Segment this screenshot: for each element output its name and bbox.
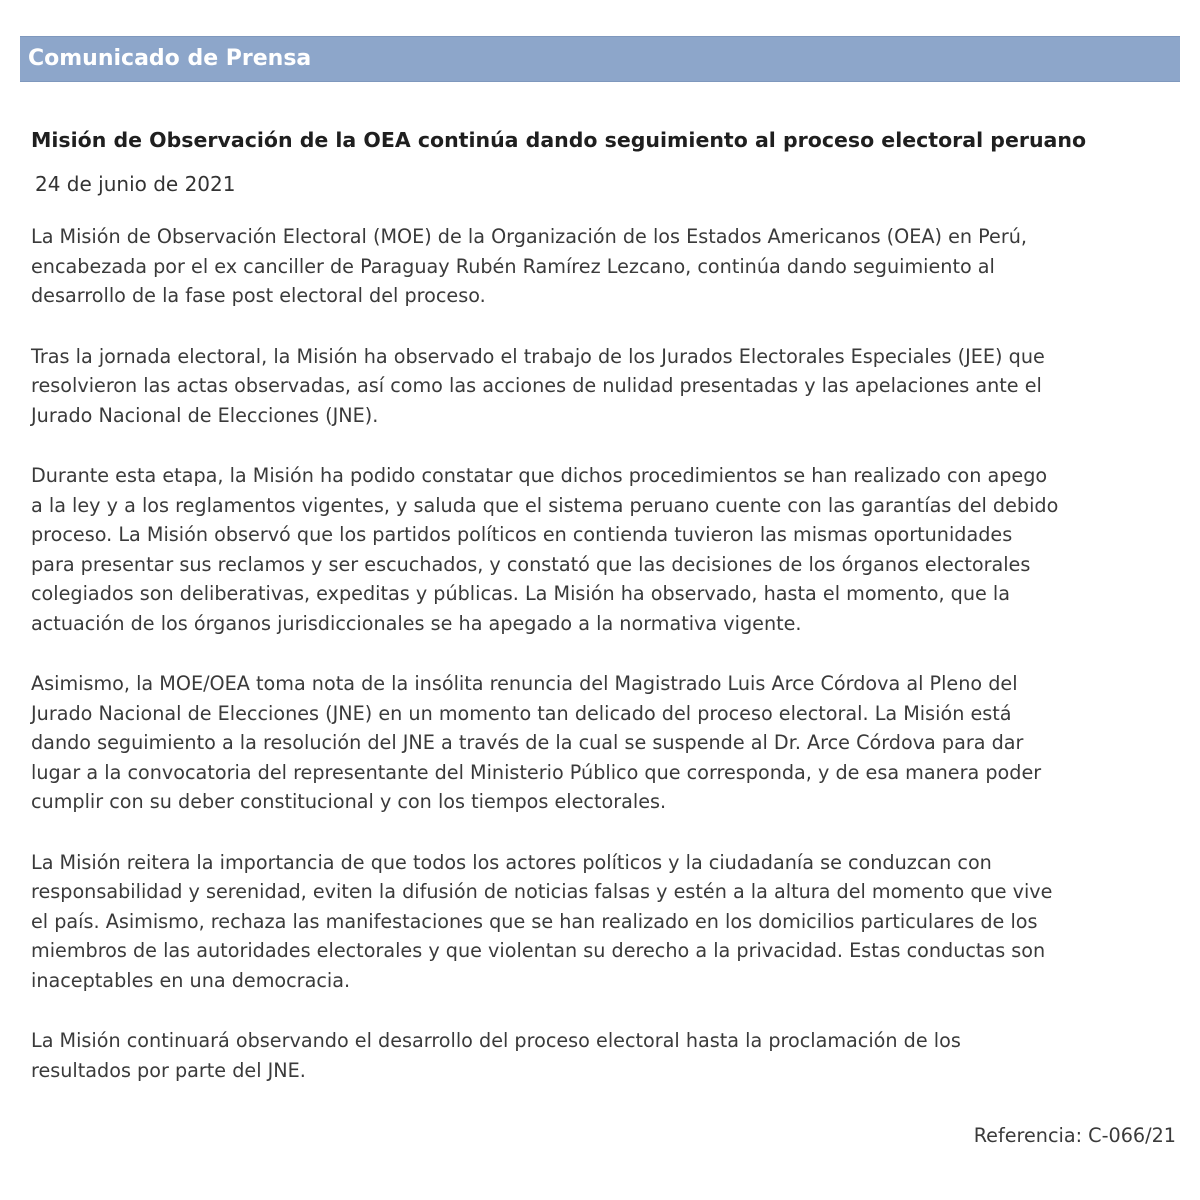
- paragraph-line: el país. Asimismo, rechaza las manifestaciones que se han realizado en los domicilios particulares de los: [31, 909, 1038, 933]
- paragraph-line: responsabilidad y serenidad, eviten la difusión de noticias falsas y estén a la altura del momento que vive: [31, 880, 1053, 903]
- paragraph-line: actuación de los órganos jurisdiccionales se ha apegado a la normativa vigente.: [31, 611, 802, 635]
- banner-title: Comunicado de Prensa: [28, 46, 312, 71]
- paragraph-line: Jurado Nacional de Elecciones (JNE).: [31, 403, 379, 427]
- paragraph-line: inaceptables en una democracia.: [31, 968, 351, 992]
- paragraph-line: desarrollo de la fase post electoral del proceso.: [31, 284, 486, 307]
- paragraph-line: encabezada por el ex canciller de Paraguay Rubén Ramírez Lezcano, continúa dando seguimiento al: [31, 254, 995, 278]
- paragraph-line: cumplir con su deber constitucional y con los tiempos electorales.: [31, 790, 667, 813]
- paragraph-line: dando seguimiento a la resolución del JNE a través de la cual se suspende al Dr. Arce Córdova para dar: [31, 731, 1024, 754]
- paragraph-line: lugar a la convocatoria del representante del Ministerio Público que corresponda, y de esa manera poder: [31, 760, 1042, 784]
- paragraph-line: Tras la jornada electoral, la Misión ha observado el trabajo de los Jurados Electorales Especiales (JEE) que: [31, 344, 1045, 368]
- paragraph-2: [31, 342, 1181, 431]
- paragraph-line: La Misión de Observación Electoral (MOE) de la Organización de los Estados Americanos (OEA) en Perú,: [31, 225, 1028, 248]
- paragraph-line: resolvieron las actas observadas, así como las acciones de nulidad presentadas y las apelaciones ante el: [31, 374, 1042, 397]
- paragraph-line: colegiados son deliberativas, expeditas y públicas. La Misión ha observado, hasta el momento, que la: [31, 582, 1011, 605]
- article-headline: Misión de Observación de la OEA continúa dando seguimiento al proceso electoral peruano: [31, 128, 1087, 152]
- paragraph-6: [31, 1026, 1181, 1085]
- article-date: 24 de junio de 2021: [35, 172, 236, 196]
- paragraph-4: [31, 669, 1181, 817]
- paragraph-line: a la ley y a los reglamentos vigentes, y saluda que el sistema peruano cuente con las garantías del debido: [31, 493, 1059, 517]
- paragraph-line: resultados por parte del JNE.: [31, 1058, 306, 1082]
- paragraph-line: Durante esta etapa, la Misión ha podido constatar que dichos procedimientos se han realizado con apego: [31, 464, 1048, 487]
- press-release-banner: [20, 36, 1180, 82]
- paragraph-line: La Misión reitera la importancia de que todos los actores políticos y la ciudadanía se conduzcan con: [31, 850, 992, 874]
- paragraph-line: para presentar sus reclamos y ser escuchados, y constató que las decisiones de los órganos electorales: [31, 552, 1031, 576]
- article-body: [31, 126, 1181, 1085]
- paragraph-5: [31, 848, 1181, 996]
- paragraph-line: Asimismo, la MOE/OEA toma nota de la insólita renuncia del Magistrado Luis Arce Córdova al Pleno del: [31, 672, 1018, 695]
- paragraph-line: miembros de las autoridades electorales y que violentan su derecho a la privacidad. Estas conductas son: [31, 939, 1046, 962]
- paragraph-line: Jurado Nacional de Elecciones (JNE) en un momento tan delicado del proceso electoral. La Misión está: [31, 701, 1012, 725]
- paragraph-3: [31, 461, 1181, 638]
- paragraph-line: proceso. La Misión observó que los partidos políticos en contienda tuvieron las mismas oportunidades: [31, 523, 1013, 546]
- paragraph-1: [31, 222, 1181, 311]
- reference-code: Referencia: C-066/21: [973, 1124, 1176, 1147]
- paragraph-line: La Misión continuará observando el desarrollo del proceso electoral hasta la proclamación de los: [31, 1029, 961, 1052]
